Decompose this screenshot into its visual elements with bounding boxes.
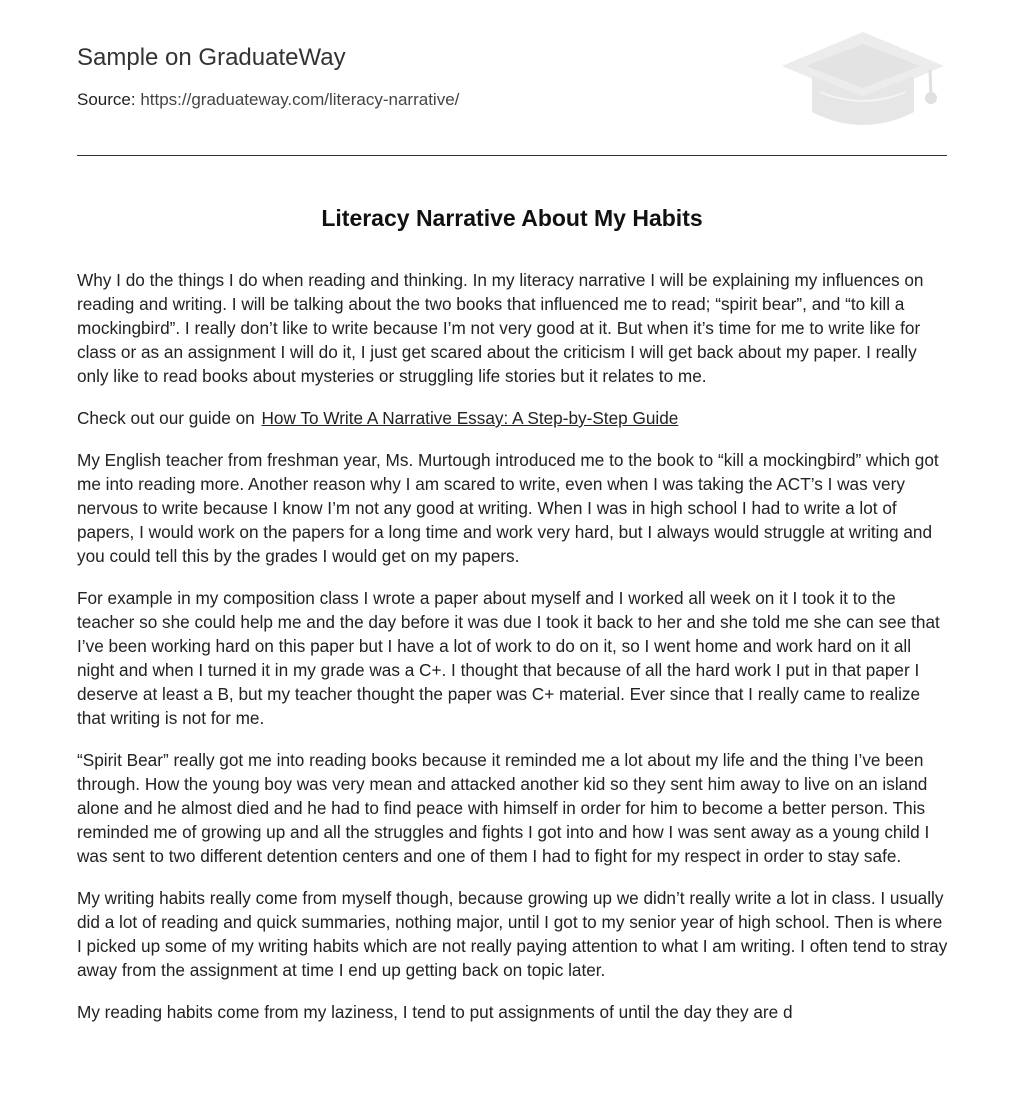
paragraph: For example in my composition class I wrote a paper about myself and I worked all week on it I took it to the teacher so she could help me and the day before it was due I took it back to her and she told me she can see that I’ve been working hard on this paper but I have a lot of work to do on it, so I went home and work hard on it all night and when I turned it in my grade was a C+. I thought that because of all the hard work I put in that paper I deserve at least a B, but my teacher thought the paper was C+ material. Ever since that I really came to realize that writing is not for me.	[77, 588, 940, 728]
guide-link[interactable]: How To Write A Narrative Essay: A Step-by-Step Guide	[261, 408, 679, 428]
source-label: Source:	[77, 90, 136, 109]
paragraph: “Spirit Bear” really got me into reading books because it reminded me a lot about my life and the thing I’ve been through. How the young boy was very mean and attacked another kid so they sent him away to live on an island alone and he almost died and he had to find peace with himself in order for him to become a better person. This reminded me of growing up and all the struggles and fights I got into and how I was sent away as a young child I was sent to two different detention centers and one of them I had to fight for my respect in order to stay safe.	[77, 750, 930, 866]
guide-promo	[77, 406, 949, 430]
source-link[interactable]: https://graduateway.com/literacy-narrative/	[140, 90, 460, 109]
graduation-cap-icon	[780, 30, 946, 134]
guide-prefix: Check out our guide on	[77, 408, 255, 428]
paragraph: My English teacher from freshman year, Ms. Murtough introduced me to the book to “kill a mockingbird” which got me into reading more. Another reason why I am scared to write, even when I was taking the ACT’s I was very nervous to write because I know I’m not any good at writing. When I was in high school I had to write a lot of papers, I would work on the papers for a long time and work very hard, but I always would struggle at writing and you could tell this by the grades I would get on my papers.	[77, 450, 939, 566]
paragraph: Why I do the things I do when reading and thinking. In my literacy narrative I will be explaining my influences on reading and writing. I will be talking about the two books that influenced me to read; “spirit bear”, and “to kill a mockingbird”. I really don’t like to write because I’m not very good at it. But when it’s time for me to write like for class or as an assignment I will do it, I just get scared about the criticism I will get back about my paper. I really only like to read books about mysteries or struggling life stories but it relates to me.	[77, 270, 924, 386]
page-header	[77, 0, 947, 156]
article-body	[77, 268, 949, 1042]
source-line	[77, 90, 459, 110]
paragraph: My writing habits really come from myself though, because growing up we didn’t really write a lot in class. I usually did a lot of reading and quick summaries, nothing major, until I got to my senior year of high school. Then is where I picked up some of my writing habits which are not really paying attention to what I am writing. I often tend to stray away from the assignment at time I end up getting back on topic later.	[77, 888, 948, 980]
site-title: Sample on GraduateWay	[77, 44, 346, 71]
document-title: Literacy Narrative About My Habits	[321, 205, 703, 231]
paragraph: My reading habits come from my laziness, I tend to put assignments of until the day they are d	[77, 1002, 793, 1022]
page	[77, 0, 948, 1022]
